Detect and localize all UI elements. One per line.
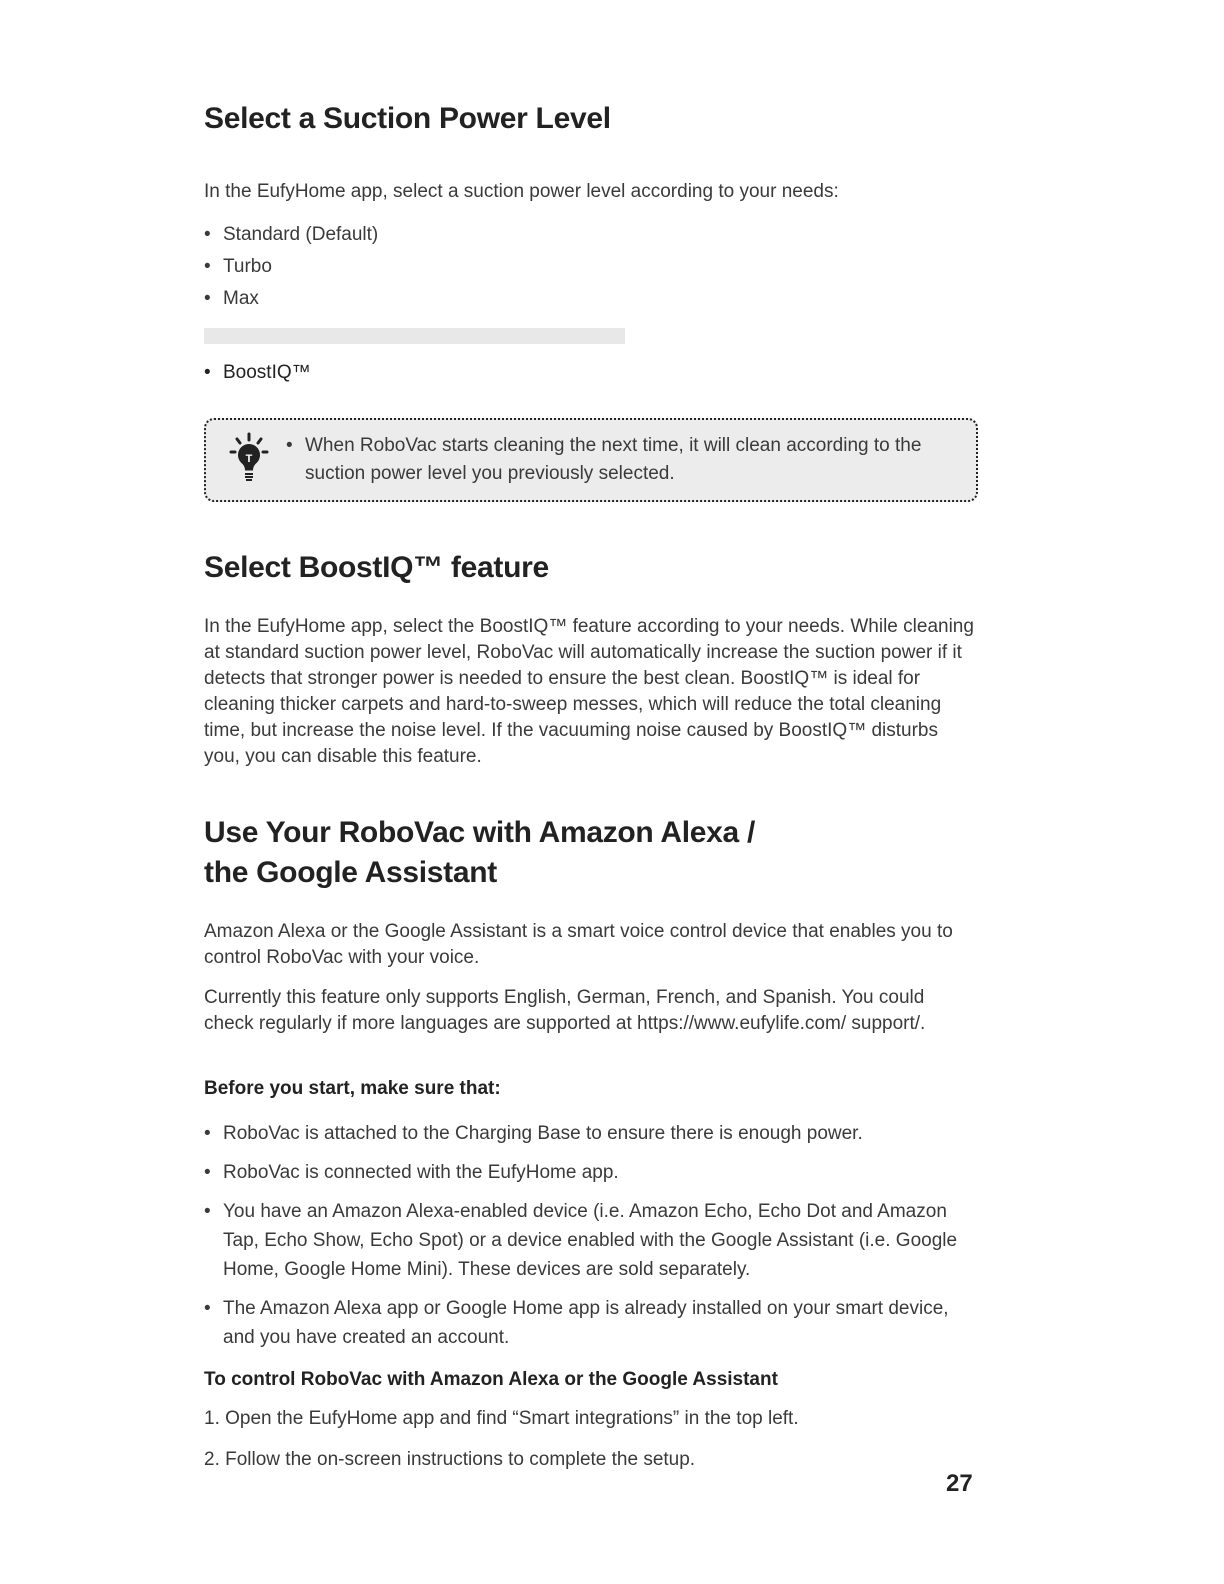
- boostiq-description: In the EufyHome app, select the BoostIQ™ feature according to your needs. While cleaning at standard suction power level, RoboVac will automatically increase the suction power if it detects that stronger power is needed to ensure the best clean. BoostIQ™ is ideal for cleaning thicker carpets and hard-to-sweep messes, which will reduce the total cleaning time, but increase the noise level. If the vacuuming noise caused by BoostIQ™ disturbs you, you can disable this feature.: [204, 616, 974, 767]
- heading-alexa-google-line1: Use Your RoboVac with Amazon Alexa /: [204, 816, 755, 849]
- alexa-intro: Amazon Alexa or the Google Assistant is a smart voice control device that enables you to control RoboVac with your voice.: [204, 921, 953, 968]
- boost-list: [204, 357, 311, 389]
- language-support-text: Currently this feature only supports English, German, French, and Spanish. You could check regularly if more languages are supported at https://www.eufylife.com/ support/.: [204, 987, 926, 1034]
- control-heading: To control RoboVac with Amazon Alexa or the Google Assistant: [204, 1369, 778, 1390]
- lightbulb-tip-icon: [228, 432, 270, 486]
- heading-boostiq: Select BoostIQ™ feature: [204, 551, 549, 584]
- suction-levels-list: [204, 219, 378, 315]
- list-item: • The Amazon Alexa app or Google Home app is already installed on your smart device, and you have created an account.: [204, 1294, 983, 1352]
- heading-suction-power: Select a Suction Power Level: [204, 102, 611, 135]
- step-1: 1. Open the EufyHome app and find “Smart integrations” in the top left.: [204, 1408, 799, 1429]
- list-item: • RoboVac is connected with the EufyHome app.: [204, 1158, 983, 1187]
- heading-alexa-google-line2: the Google Assistant: [204, 856, 497, 889]
- list-item: • You have an Amazon Alexa-enabled device (i.e. Amazon Echo, Echo Dot and Amazon Tap, Echo Show, Echo Spot) or a device enabled with the Google Assistant (i.e. Google Home, Google Home Mini). These devices are sold separately.: [204, 1197, 983, 1284]
- prerequisites-list: [204, 1119, 983, 1362]
- list-item: • Max: [204, 283, 378, 315]
- suction-intro: In the EufyHome app, select a suction power level according to your needs:: [204, 181, 839, 202]
- list-item: • Standard (Default): [204, 219, 378, 251]
- tip-text: • When RoboVac starts cleaning the next time, it will clean according to the suction power level you previously selected.: [286, 432, 965, 488]
- gray-highlight-bar: [204, 328, 625, 344]
- tip-box: [204, 418, 978, 502]
- svg-text:T: T: [245, 453, 253, 465]
- list-item: • BoostIQ™: [204, 357, 311, 389]
- step-2: 2. Follow the on-screen instructions to complete the setup.: [204, 1449, 696, 1470]
- list-item: • RoboVac is attached to the Charging Base to ensure there is enough power.: [204, 1119, 983, 1148]
- page-number: 27: [946, 1470, 973, 1497]
- before-start-heading: Before you start, make sure that:: [204, 1078, 501, 1099]
- list-item: • Turbo: [204, 251, 378, 283]
